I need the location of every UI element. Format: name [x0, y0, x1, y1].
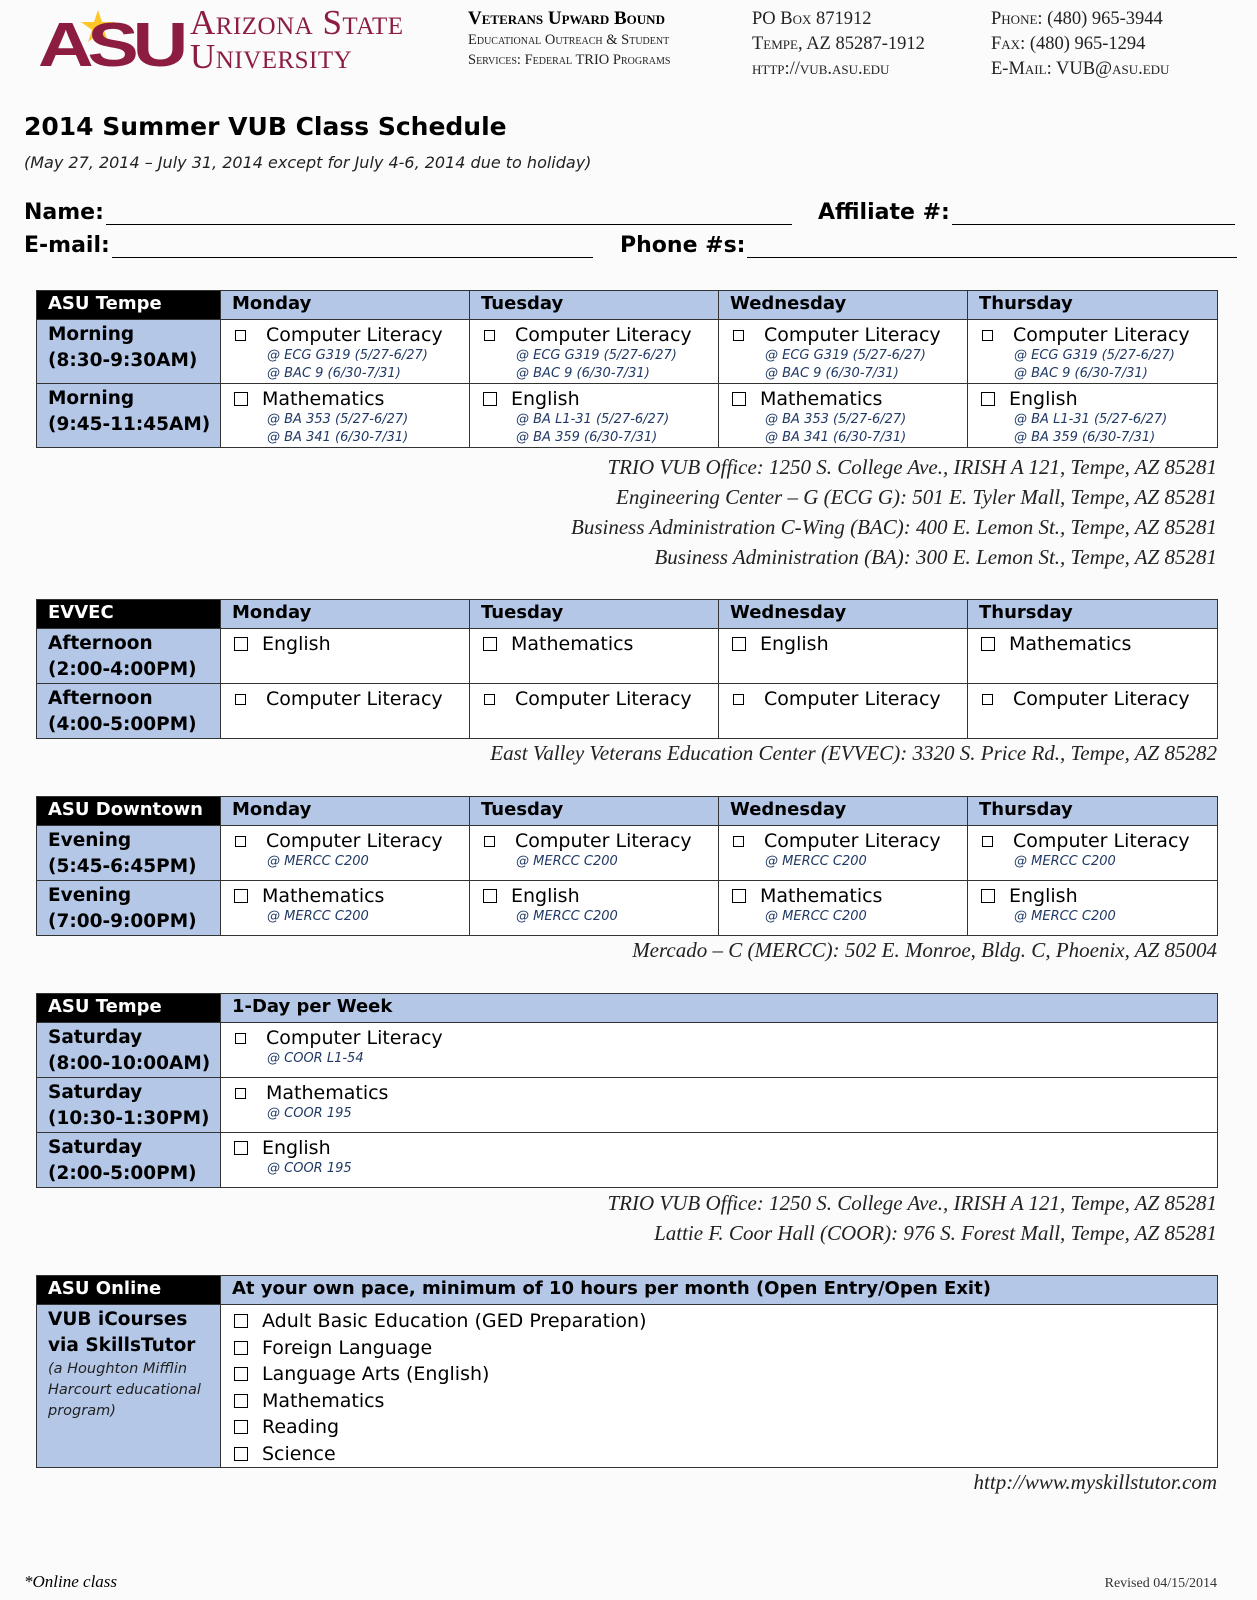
course-location: @ MERCC C200: [765, 854, 867, 869]
course-item: [483, 687, 718, 711]
schedule-cell: [221, 1133, 1218, 1188]
checkbox[interactable]: [235, 694, 246, 705]
schedule-cell: [968, 320, 1218, 384]
checkbox[interactable]: [483, 889, 497, 903]
frequency-header: 1-Day per Week: [221, 994, 1218, 1023]
skillstutor-link[interactable]: http://www.myskillstutor.com: [973, 1470, 1217, 1494]
course-item: [234, 632, 469, 656]
address-line: Mercado – C (MERCC): 502 E. Monroe, Bldg. C, Phoenix, AZ 85004: [632, 938, 1217, 962]
schedule-cell: [719, 826, 968, 881]
course-item: [981, 632, 1217, 656]
course-name: Computer Literacy: [1013, 830, 1190, 852]
slot-title: VUB iCourses via SkillsTutor: [48, 1309, 196, 1356]
course-location: @ BA 341 (6/30-7/31): [765, 430, 907, 445]
course-item: [732, 829, 967, 853]
name-input-line[interactable]: [106, 200, 792, 225]
course-name: Language Arts (English): [262, 1363, 490, 1385]
slot-time: (8:30-9:30AM): [48, 350, 198, 371]
address-line: Engineering Center – G (ECG G): 501 E. Tyler Mall, Tempe, AZ 85281: [616, 485, 1217, 509]
slot-label: Morning: [48, 388, 135, 409]
contact-info: [991, 7, 1169, 82]
campus-label: ASU Tempe: [37, 994, 221, 1023]
campus-label: ASU Online: [37, 1276, 221, 1305]
course-item: [981, 687, 1217, 711]
asu-logo-icon: [36, 8, 184, 70]
course-location: @ ECG G319 (5/27-6/27): [516, 348, 677, 363]
course-item: [234, 1335, 1217, 1362]
course-location: @ BA 341 (6/30-7/31): [267, 430, 409, 445]
svg-text:ASU: ASU: [38, 11, 184, 70]
schedule-cell: [221, 826, 470, 881]
schedule-cell: [221, 881, 470, 936]
address-line: East Valley Veterans Education Center (EVVEC): 3320 S. Price Rd., Tempe, AZ 85282: [490, 741, 1217, 765]
course-item: [234, 829, 469, 853]
day-header: Tuesday: [470, 600, 719, 629]
checkbox[interactable]: [982, 330, 993, 341]
address-line: TRIO VUB Office: 1250 S. College Ave., IRISH A 121, Tempe, AZ 85281: [607, 455, 1217, 479]
course-location: @ COOR L1-54: [267, 1051, 364, 1066]
course-location: @ BA L1-31 (5/27-6/27): [1014, 412, 1168, 427]
checkbox[interactable]: [234, 1394, 248, 1408]
course-name: English: [511, 885, 580, 907]
phone-input-line[interactable]: [747, 233, 1237, 258]
schedule-cell: [968, 826, 1218, 881]
slot-time: (5:45-6:45PM): [48, 856, 197, 877]
course-location: @ BA 353 (5/27-6/27): [765, 412, 907, 427]
schedule-cell: [719, 629, 968, 684]
schedule-cell: [221, 1305, 1218, 1468]
course-item: [483, 829, 718, 853]
name-label: Name:: [24, 200, 104, 225]
course-location: @ ECG G319 (5/27-6/27): [1014, 348, 1175, 363]
time-slot: [37, 1133, 221, 1188]
course-name: Mathematics: [1009, 633, 1132, 655]
course-name: Adult Basic Education (GED Preparation): [262, 1310, 647, 1332]
course-name: English: [1009, 885, 1078, 907]
course-name: Science: [262, 1442, 336, 1465]
slot-label: Morning: [48, 324, 135, 345]
evvec-schedule-table: [36, 599, 1218, 739]
schedule-cell: [221, 1078, 1218, 1133]
checkbox[interactable]: [234, 889, 248, 903]
page-title: 2014 Summer VUB Class Schedule: [24, 112, 507, 141]
course-name: Computer Literacy: [764, 324, 941, 346]
course-name: Computer Literacy: [764, 688, 941, 710]
address-line: Tempe, AZ 85287-1912: [752, 34, 925, 54]
course-item: [234, 1361, 1217, 1388]
day-header: Thursday: [968, 291, 1218, 320]
schedule-cell: [719, 684, 968, 739]
course-location: @ MERCC C200: [267, 854, 369, 869]
tempe-schedule-table: [36, 290, 1218, 448]
schedule-cell: [968, 881, 1218, 936]
course-location: @ BA 353 (5/27-6/27): [267, 412, 409, 427]
time-slot: [37, 1023, 221, 1078]
course-location: @ MERCC C200: [516, 909, 618, 924]
time-slot: [37, 684, 221, 739]
time-slot: [37, 384, 221, 448]
day-header: Thursday: [968, 797, 1218, 826]
checkbox[interactable]: [733, 836, 744, 847]
affiliate-input-line[interactable]: [952, 200, 1235, 225]
course-item: [234, 1081, 1217, 1105]
course-location: @ COOR 195: [267, 1161, 352, 1176]
course-location: @ MERCC C200: [267, 909, 369, 924]
address-line: Business Administration (BA): 300 E. Lemon St., Tempe, AZ 85281: [654, 545, 1217, 569]
course-name: English: [511, 388, 580, 410]
checkbox[interactable]: [234, 1367, 248, 1381]
course-item: [732, 687, 967, 711]
time-slot: [37, 826, 221, 881]
campus-label: ASU Tempe: [37, 291, 221, 320]
affiliate-label: Affiliate #:: [818, 200, 950, 225]
schedule-cell: [470, 826, 719, 881]
schedule-cell: [470, 629, 719, 684]
checkbox[interactable]: [484, 836, 495, 847]
campus-label: EVVEC: [37, 600, 221, 629]
day-header: Monday: [221, 600, 470, 629]
course-location: @ MERCC C200: [1014, 909, 1116, 924]
program-sub1: Educational Outreach & Student: [468, 32, 670, 48]
checkbox[interactable]: [484, 330, 495, 341]
course-location: @ MERCC C200: [765, 909, 867, 924]
course-item: [234, 1388, 1217, 1415]
schedule-cell: [221, 320, 470, 384]
course-name: Mathematics: [262, 388, 385, 410]
tempe-addresses: [571, 452, 1217, 572]
course-item: [981, 387, 1217, 411]
checkbox[interactable]: [732, 889, 746, 903]
time-slot: [37, 881, 221, 936]
course-item: [981, 829, 1217, 853]
online-class-footnote: *Online class: [24, 1572, 118, 1591]
course-name: Foreign Language: [262, 1336, 433, 1359]
checkbox[interactable]: [483, 392, 497, 406]
course-item: [732, 323, 967, 347]
course-location: @ MERCC C200: [1014, 854, 1116, 869]
course-location: @ MERCC C200: [516, 854, 618, 869]
course-location: @ BA 359 (6/30-7/31): [1014, 430, 1156, 445]
course-location: @ BAC 9 (6/30-7/31): [267, 366, 401, 381]
course-item: [483, 323, 718, 347]
course-name: Mathematics: [266, 1082, 389, 1104]
day-header: Tuesday: [470, 291, 719, 320]
schedule-cell: [968, 629, 1218, 684]
checkbox[interactable]: [733, 694, 744, 705]
slot-label: Saturday: [48, 1027, 143, 1048]
schedule-cell: [221, 629, 470, 684]
course-name: Computer Literacy: [764, 830, 941, 852]
course-item: [732, 884, 967, 908]
checkbox[interactable]: [982, 694, 993, 705]
checkbox[interactable]: [732, 392, 746, 406]
email-label: E-mail:: [24, 233, 110, 258]
course-name: Mathematics: [760, 388, 883, 410]
course-name: Mathematics: [511, 633, 634, 655]
affiliate-field[interactable]: [818, 200, 1235, 225]
course-name: English: [1009, 388, 1078, 410]
checkbox[interactable]: [483, 637, 497, 651]
course-item: [483, 387, 718, 411]
slot-time: (9:45-11:45AM): [48, 414, 211, 435]
course-location: @ BAC 9 (6/30-7/31): [765, 366, 899, 381]
day-header: Monday: [221, 797, 470, 826]
slot-time: (2:00-4:00PM): [48, 659, 197, 680]
university-wordmark: [190, 3, 404, 76]
pace-header: At your own pace, minimum of 10 hours per month (Open Entry/Open Exit): [221, 1276, 1218, 1305]
course-location: @ ECG G319 (5/27-6/27): [765, 348, 926, 363]
checkbox[interactable]: [235, 1033, 246, 1044]
schedule-cell: [719, 384, 968, 448]
course-location: @ BA 359 (6/30-7/31): [516, 430, 658, 445]
checkbox[interactable]: [732, 637, 746, 651]
website-link[interactable]: http://vub.asu.edu: [752, 59, 890, 79]
course-name: English: [262, 633, 331, 655]
checkbox[interactable]: [234, 1420, 248, 1434]
address-line: Lattie F. Coor Hall (COOR): 976 S. Forest Mall, Tempe, AZ 85281: [654, 1221, 1217, 1245]
course-item: [234, 1414, 1217, 1441]
schedule-cell: [221, 384, 470, 448]
slot-label: Evening: [48, 885, 132, 906]
email-address[interactable]: E-Mail: VUB@asu.edu: [991, 59, 1170, 79]
course-name: English: [262, 1137, 331, 1159]
schedule-cell: [470, 384, 719, 448]
saturday-schedule-table: [36, 993, 1218, 1188]
downtown-addresses: [632, 935, 1217, 965]
slot-label: Afternoon: [48, 688, 153, 709]
day-header: Wednesday: [719, 600, 968, 629]
schedule-cell: [221, 684, 470, 739]
email-field[interactable]: [24, 233, 593, 258]
course-item: [732, 632, 967, 656]
checkbox[interactable]: [235, 330, 246, 341]
checkbox[interactable]: [234, 1314, 248, 1328]
course-location: @ BAC 9 (6/30-7/31): [516, 366, 650, 381]
course-location: @ COOR 195: [267, 1106, 352, 1121]
course-location: @ ECG G319 (5/27-6/27): [267, 348, 428, 363]
evvec-addresses: [490, 738, 1217, 768]
course-item: [732, 387, 967, 411]
phone-label: Phone #s:: [620, 233, 746, 258]
course-location: @ BA L1-31 (5/27-6/27): [516, 412, 670, 427]
checkbox[interactable]: [733, 330, 744, 341]
program-sub2: Services: Federal TRIO Programs: [468, 52, 671, 68]
course-item: [981, 323, 1217, 347]
course-item: [234, 387, 469, 411]
saturday-addresses: [607, 1188, 1217, 1248]
checkbox[interactable]: [235, 836, 246, 847]
checkbox[interactable]: [234, 1141, 248, 1155]
day-header: Wednesday: [719, 291, 968, 320]
checkbox[interactable]: [981, 392, 995, 406]
schedule-cell: [221, 1023, 1218, 1078]
course-item: [234, 687, 469, 711]
course-item: [234, 1308, 1217, 1335]
time-slot: [37, 320, 221, 384]
schedule-cell: [968, 384, 1218, 448]
campus-label: ASU Downtown: [37, 797, 221, 826]
schedule-cell: [968, 684, 1218, 739]
downtown-schedule-table: [36, 796, 1218, 936]
name-field[interactable]: [24, 200, 792, 225]
fax-number: Fax: (480) 965-1294: [991, 34, 1146, 54]
course-name: Computer Literacy: [1013, 324, 1190, 346]
course-location: @ BAC 9 (6/30-7/31): [1014, 366, 1148, 381]
schedule-cell: [470, 320, 719, 384]
phone-field[interactable]: [620, 233, 1237, 258]
course-item: [234, 1026, 1217, 1050]
slot-note: (a Houghton Mifflin Harcourt educational program): [48, 1361, 201, 1419]
course-item: [234, 323, 469, 347]
slot-label: Afternoon: [48, 633, 153, 654]
slot-time: (2:00-5:00PM): [48, 1163, 197, 1184]
checkbox[interactable]: [234, 1341, 248, 1355]
wordmark-line2: University: [190, 37, 353, 76]
course-name: Computer Literacy: [515, 830, 692, 852]
checkbox[interactable]: [981, 889, 995, 903]
course-item: [234, 1136, 1217, 1160]
day-header: Monday: [221, 291, 470, 320]
schedule-cell: [719, 320, 968, 384]
address-line: Business Administration C-Wing (BAC): 400 E. Lemon St., Tempe, AZ 85281: [571, 515, 1217, 539]
time-slot: [37, 1078, 221, 1133]
day-header: Tuesday: [470, 797, 719, 826]
checkbox[interactable]: [234, 1447, 248, 1461]
checkbox[interactable]: [235, 1088, 246, 1099]
online-schedule-table: [36, 1275, 1218, 1468]
program-title: Veterans Upward Bound: [468, 8, 665, 29]
course-item: [483, 632, 718, 656]
address-line: PO Box 871912: [752, 9, 872, 29]
checkbox[interactable]: [981, 637, 995, 651]
slot-label: Saturday: [48, 1137, 143, 1158]
slot-time: (8:00-10:00AM): [48, 1053, 211, 1074]
course-name: Computer Literacy: [266, 324, 443, 346]
checkbox[interactable]: [982, 836, 993, 847]
course-item: [483, 884, 718, 908]
schedule-cell: [470, 881, 719, 936]
course-name: Computer Literacy: [515, 688, 692, 710]
course-name: Mathematics: [760, 885, 883, 907]
course-item: [234, 1441, 1217, 1468]
course-name: Computer Literacy: [1013, 688, 1190, 710]
course-name: Computer Literacy: [515, 324, 692, 346]
slot-label: Saturday: [48, 1082, 143, 1103]
checkbox[interactable]: [234, 392, 248, 406]
revision-date: Revised 04/15/2014: [1104, 1576, 1217, 1591]
slot-time: (7:00-9:00PM): [48, 911, 197, 932]
course-name: Computer Literacy: [266, 830, 443, 852]
schedule-cell: [719, 881, 968, 936]
course-name: Mathematics: [262, 885, 385, 907]
email-input-line[interactable]: [112, 233, 593, 258]
schedule-cell: [470, 684, 719, 739]
mailing-address: [752, 7, 925, 82]
checkbox[interactable]: [484, 694, 495, 705]
address-line: TRIO VUB Office: 1250 S. College Ave., IRISH A 121, Tempe, AZ 85281: [607, 1191, 1217, 1215]
course-name: English: [760, 633, 829, 655]
checkbox[interactable]: [234, 637, 248, 651]
slot-time: (10:30-1:30PM): [48, 1108, 210, 1129]
day-header: Thursday: [968, 600, 1218, 629]
day-header: Wednesday: [719, 797, 968, 826]
course-name: Mathematics: [262, 1389, 385, 1412]
course-item: [981, 884, 1217, 908]
time-slot: [37, 629, 221, 684]
slot-time: (4:00-5:00PM): [48, 714, 197, 735]
date-range-note: (May 27, 2014 – July 31, 2014 except for July 4-6, 2014 due to holiday): [24, 153, 592, 172]
program-block: [468, 8, 670, 70]
course-name: Reading: [262, 1416, 340, 1438]
course-name: Computer Literacy: [266, 688, 443, 710]
slot-label: Evening: [48, 830, 132, 851]
course-name: Computer Literacy: [266, 1027, 443, 1049]
time-slot: [37, 1305, 221, 1468]
wordmark-line1: Arizona State: [190, 3, 404, 42]
course-item: [234, 884, 469, 908]
phone-number: Phone: (480) 965-3944: [991, 9, 1163, 29]
